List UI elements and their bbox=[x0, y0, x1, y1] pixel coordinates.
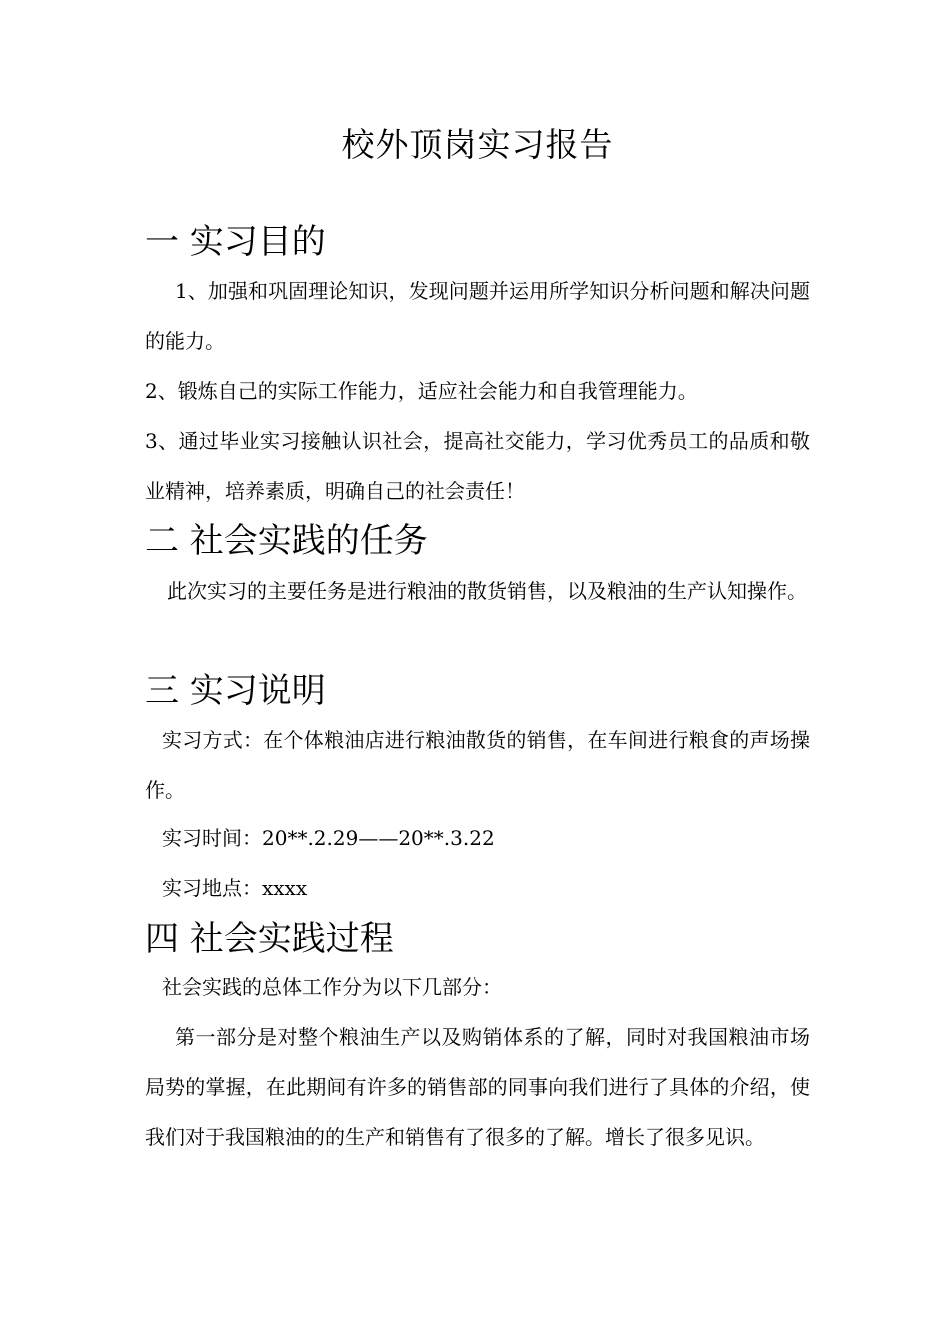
process-paragraph-1: 第一部分是对整个粮油生产以及购销体系的了解，同时对我国粮油市场局势的掌握，在此期间有许多的销售部的同事向我们进行了具体的介绍，使我们对于我国粮油的的生产和销售有了很多的了解。增长了很多见识。 bbox=[145, 1025, 810, 1149]
section-heading-process: 四 社会实践过程 bbox=[145, 919, 394, 959]
purpose-paragraph-3: 3、通过毕业实习接触认识社会，提高社交能力，学习优秀员工的品质和敬业精神，培养素质，明确自己的社会责任！ bbox=[145, 429, 810, 503]
section-heading-tasks: 二 社会实践的任务 bbox=[145, 521, 428, 561]
process-intro: 社会实践的总体工作分为以下几部分： bbox=[162, 975, 502, 999]
internship-location: 实习地点：xxxx bbox=[162, 876, 308, 900]
tasks-paragraph-1: 此次实习的主要任务是进行粮油的散货销售，以及粮油的生产认知操作。 bbox=[167, 579, 807, 603]
document-title: 校外顶岗实习报告 bbox=[341, 125, 614, 164]
section-heading-description: 三 实习说明 bbox=[145, 671, 326, 711]
internship-time: 实习时间：20**.2.29——20**.3.22 bbox=[162, 826, 495, 850]
purpose-paragraph-1: 1、加强和巩固理论知识，发现问题并运用所学知识分析问题和解决问题的能力。 bbox=[145, 279, 810, 353]
section-heading-purpose: 一 实习目的 bbox=[145, 222, 326, 262]
purpose-paragraph-2: 2、锻炼自己的实际工作能力，适应社会能力和自我管理能力。 bbox=[145, 379, 698, 403]
internship-method: 实习方式：在个体粮油店进行粮油散货的销售，在车间进行粮食的声场操作。 bbox=[145, 728, 810, 802]
